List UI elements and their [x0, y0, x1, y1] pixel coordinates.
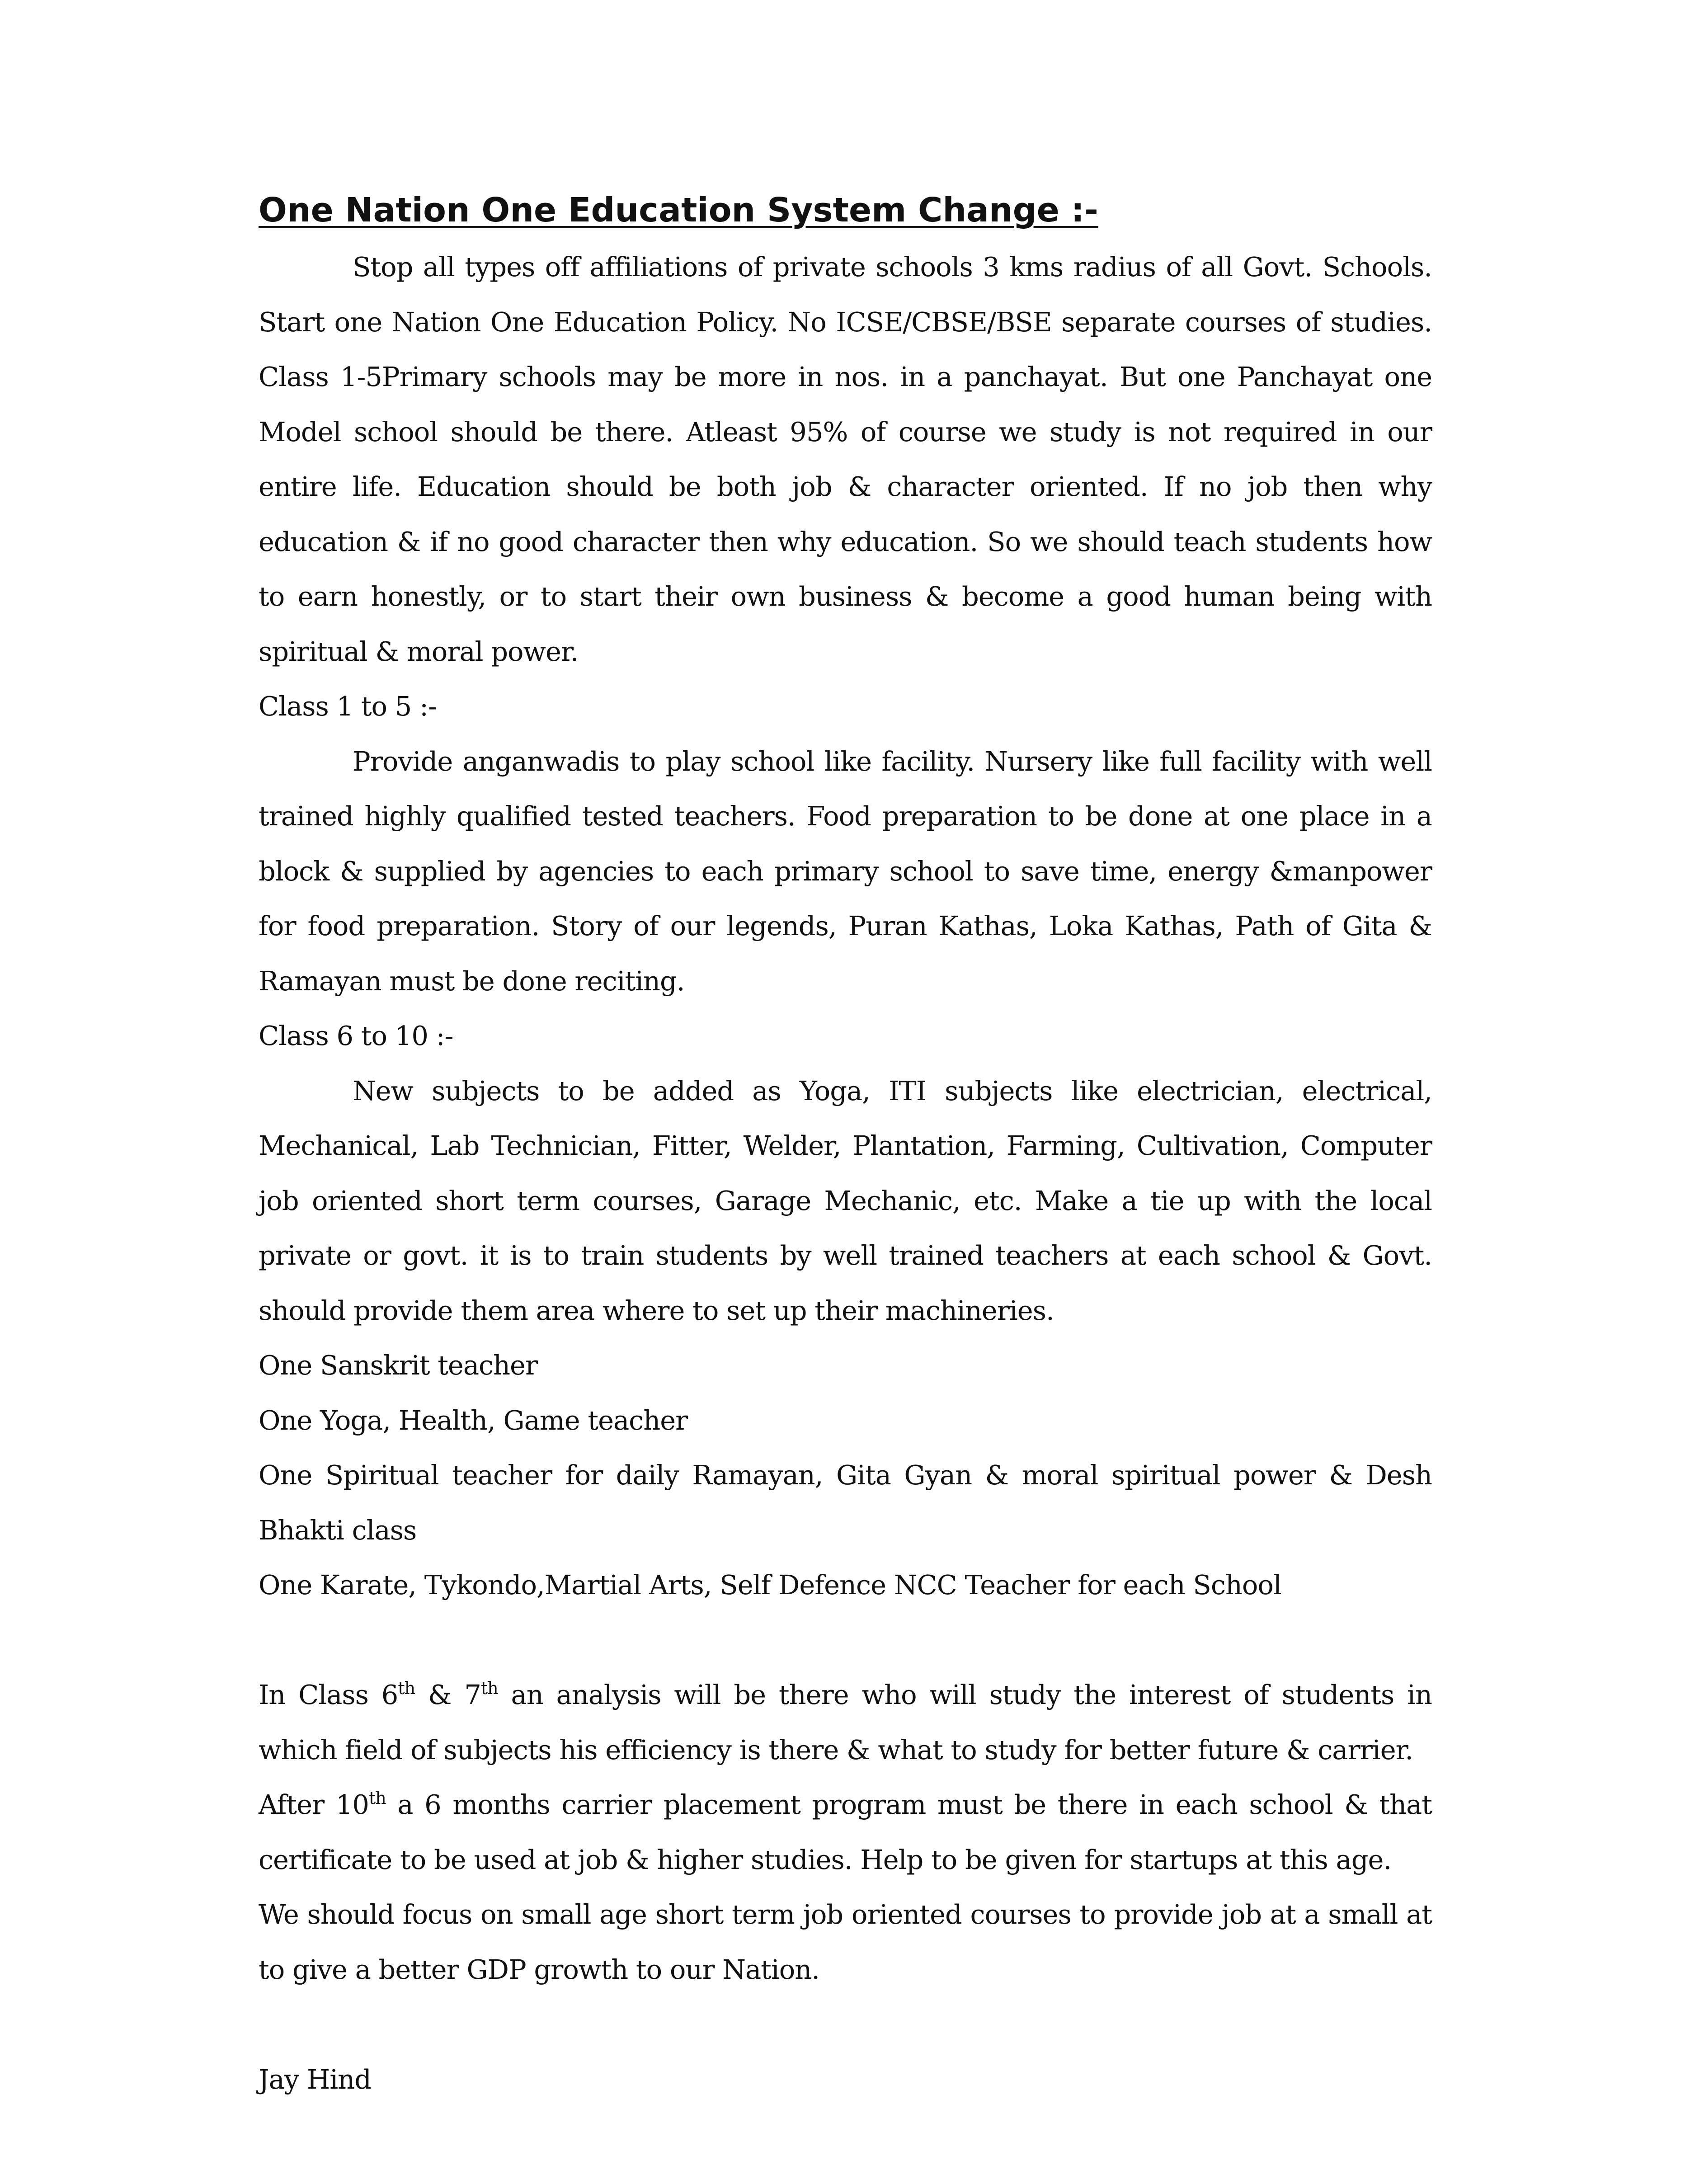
closing-line: Jay Hind [259, 2063, 372, 2095]
placement-paragraph [259, 1777, 1432, 1887]
teacher-item-sanskrit: One Sanskrit teacher [259, 1350, 538, 1381]
intro-paragraph: Stop all types off affiliations of private schools 3 kms radius of all Govt. Schools. Start one Nation One Education Policy. No ICSE/CBSE/BSE separate courses of studies. Class 1-5Primary schools may be more in nos. in a panchayat. But one Panchayat one Model school should be there. Atleast 95% of course we study is not required in our entire life. Education should be both job & character oriented. If no job then why education & if no good character then why education. So we should teach students how to earn honestly, or to start their own business & become a good human being with spiritual & moral power. [259, 251, 1432, 667]
section-body-class-1-to-5: Provide anganwadis to play school like facility. Nursery like full facility with well trained highly qualified tested teachers. Food preparation to be done at one place in a block & supplied by agencies to each primary school to save time, energy &manpower for food preparation. Story of our legends, Puran Kathas, Loka Kathas, Path of Gita & Ramayan must be done reciting. [259, 745, 1432, 997]
teacher-item-yoga: One Yoga, Health, Game teacher [259, 1404, 688, 1436]
analysis-superscript-1: th [398, 1678, 415, 1698]
section-heading-class-1-to-5: Class 1 to 5 :- [259, 691, 437, 722]
analysis-text-1: In Class 6 [259, 1679, 398, 1710]
blank-line [259, 1997, 1432, 2052]
analysis-superscript-2: th [480, 1678, 498, 1698]
focus-paragraph: We should focus on small age short term job oriented courses to provide job at a small at to give a better GDP growth to our Nation. [259, 1899, 1432, 1985]
analysis-text-3: an analysis will be there who will study the interest of students in which field of subjects his efficiency is there & what to study for better future & carrier. [259, 1679, 1432, 1765]
teacher-item-karate: One Karate, Tykondo,Martial Arts, Self Defence NCC Teacher for each School [259, 1569, 1281, 1600]
analysis-text-2: & 7 [415, 1679, 481, 1710]
document-body [259, 185, 1432, 2107]
placement-superscript: th [368, 1788, 386, 1808]
placement-text-1: After 10 [259, 1789, 369, 1820]
blank-line [259, 1613, 1432, 1668]
placement-text-2: a 6 months carrier placement program must be there in each school & that certificate to be used at job & higher studies. Help to be given for startups at this age. [259, 1789, 1432, 1875]
analysis-paragraph [259, 1667, 1432, 1777]
section-heading-class-6-to-10: Class 6 to 10 :- [259, 1020, 453, 1051]
document-title: One Nation One Education System Change :- [259, 191, 1098, 230]
section-body-class-6-to-10: New subjects to be added as Yoga, ITI subjects like electrician, electrical, Mechanical, Lab Technician, Fitter, Welder, Plantation, Farming, Cultivation, Computer job oriented short term courses, Garage Mechanic, etc. Make a tie up with the local private or govt. it is to train students by well trained teachers at each school & Govt. should provide them area where to set up their machineries. [259, 1075, 1432, 1326]
teacher-item-spiritual: One Spiritual teacher for daily Ramayan, Gita Gyan & moral spiritual power & Desh Bhakti class [259, 1459, 1432, 1546]
